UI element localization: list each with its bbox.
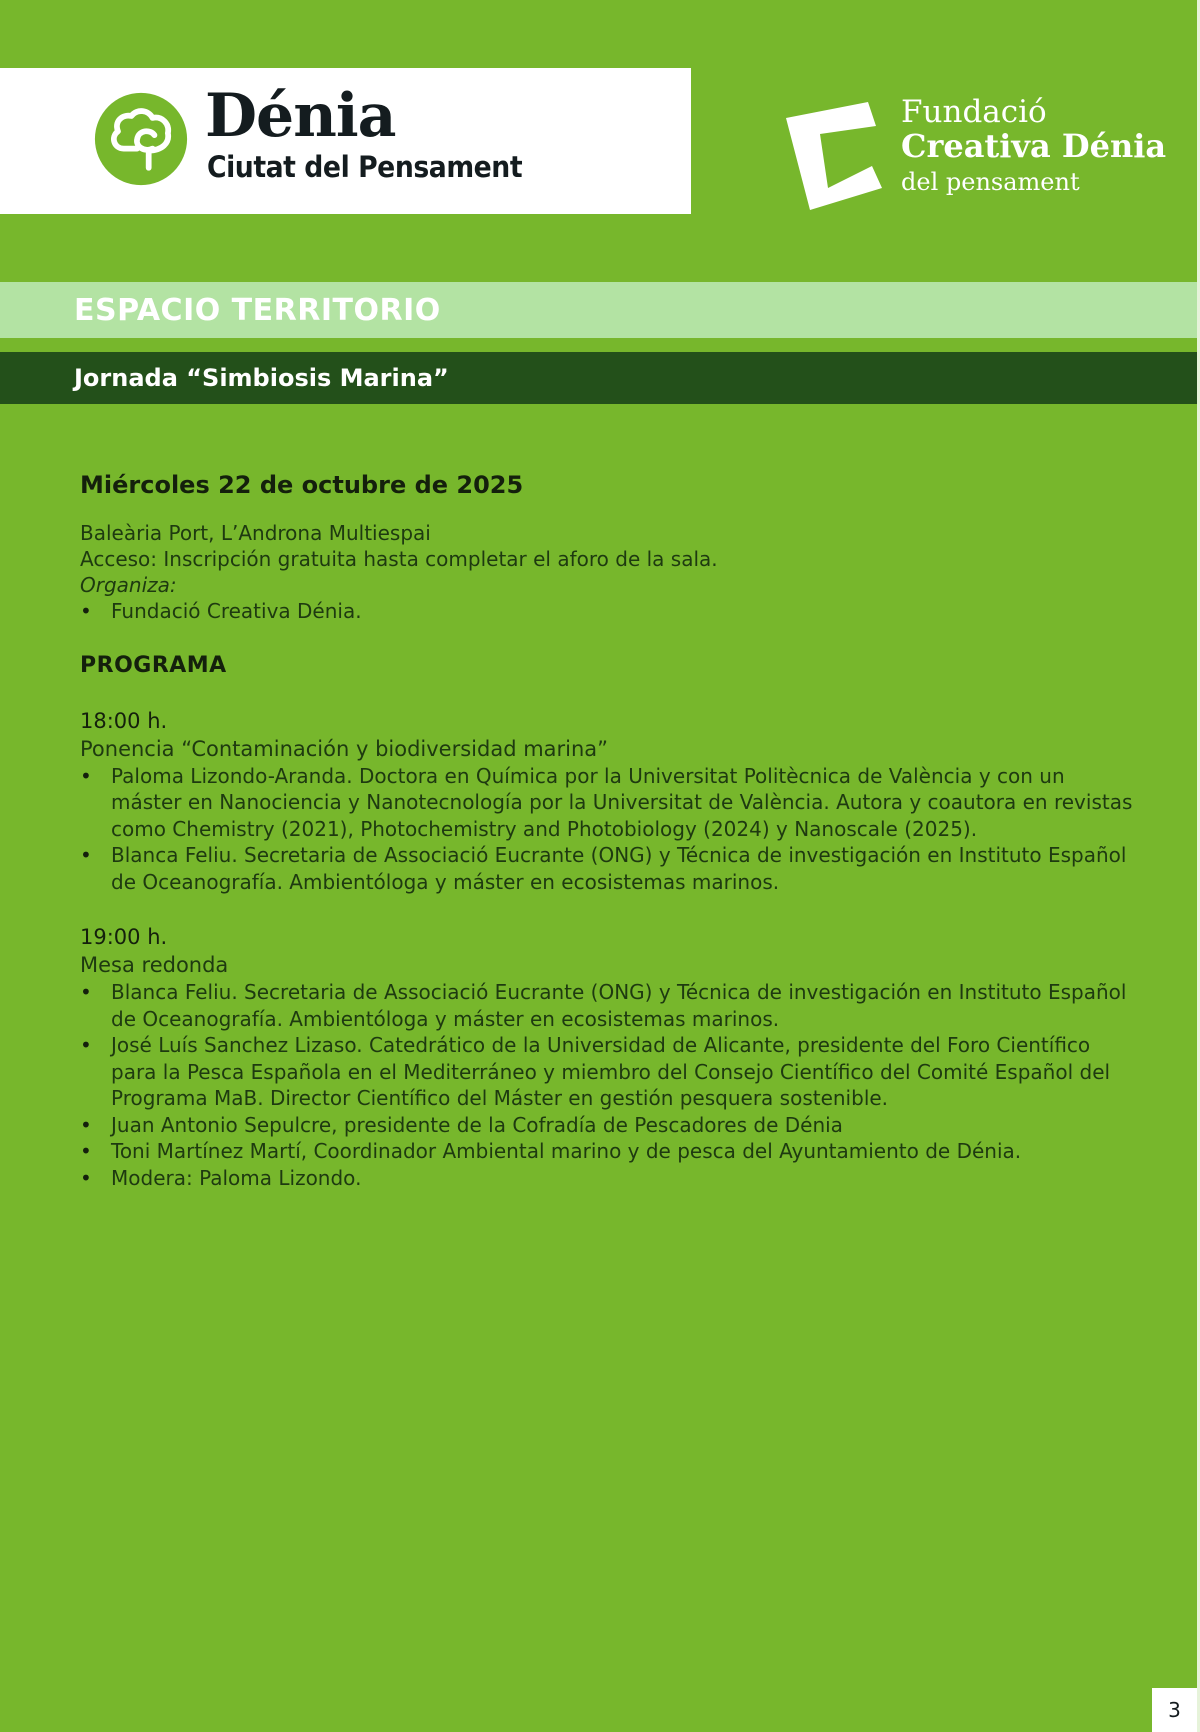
- event-venue: Baleària Port, L’Androna Multiespai: [80, 521, 431, 545]
- fundacio-c-emblem-icon: [780, 96, 890, 214]
- session-speakers: [80, 979, 1140, 1191]
- fundacio-logo-line3: del pensament: [901, 168, 1080, 196]
- event-access: Acceso: Inscripción gratuita hasta completar el aforo de la sala.: [80, 547, 718, 571]
- denia-logo-title: Dénia: [205, 81, 396, 151]
- session-time: 18:00 h.: [80, 708, 168, 733]
- list-item: • Fundació Creativa Dénia.: [80, 598, 1140, 625]
- programa-heading: PROGRAMA: [80, 652, 227, 678]
- organiza-label: Organiza:: [80, 573, 177, 597]
- session-1900: [80, 923, 1140, 1191]
- list-item: • Blanca Feliu. Secretaria de Associació Eucrante (ONG) y Técnica de investigación en Instituto Español de Oceanografía. Ambientóloga y máster en ecosistemas marinos.: [80, 842, 1140, 895]
- session-title: Mesa redonda: [80, 953, 229, 977]
- section-title: ESPACIO TERRITORIO: [74, 293, 441, 328]
- fundacio-logo-line2: Creativa Dénia: [901, 127, 1167, 165]
- session-1800: [80, 707, 1140, 896]
- list-item: • José Luís Sanchez Lizaso. Catedrático de la Universidad de Alicante, presidente del Foro Científico para la Pesca Española en el Mediterráneo y miembro del Consejo Científico del Comité Español del Programa MaB. Director Científico del Máster en gestión pesquera sostenible.: [80, 1032, 1140, 1112]
- list-item: • Modera: Paloma Lizondo.: [80, 1165, 1140, 1192]
- session-title: Ponencia “Contaminación y biodiversidad marina”: [80, 736, 609, 761]
- page-number: 3: [1152, 1688, 1197, 1732]
- list-item: • Toni Martínez Martí, Coordinador Ambiental marino y de pesca del Ayuntamiento de Dénia.: [80, 1138, 1140, 1165]
- list-item: • Juan Antonio Sepulcre, presidente de la Cofradía de Pescadores de Dénia: [80, 1112, 1140, 1139]
- fundacio-logo-line1: Fundació: [901, 94, 1047, 130]
- session-time: 19:00 h.: [80, 925, 168, 949]
- list-item: • Blanca Feliu. Secretaria de Associació Eucrante (ONG) y Técnica de investigación en Instituto Español de Oceanografía. Ambientóloga y máster en ecosistemas marinos.: [80, 979, 1140, 1032]
- section-band: [0, 282, 1197, 338]
- denia-tree-emblem-icon: [93, 91, 189, 187]
- event-details: [80, 470, 1140, 1219]
- organizers-list: [80, 598, 1140, 625]
- denia-logo-subtitle: Ciutat del Pensament: [207, 150, 523, 184]
- event-date: Miércoles 22 de octubre de 2025: [80, 471, 524, 499]
- list-item: • Paloma Lizondo-Aranda. Doctora en Química por la Universitat Politècnica de València y con un máster en Nanociencia y Nanotecnología por la Universitat de València. Autora y coautora en revistas como Chemistry (2021), Photochemistry and Photobiology (2024) y Nanoscale (2025).: [80, 763, 1140, 843]
- session-speakers: [80, 763, 1140, 896]
- event-title: Jornada “Simbiosis Marina”: [74, 364, 449, 392]
- event-band: [0, 352, 1197, 404]
